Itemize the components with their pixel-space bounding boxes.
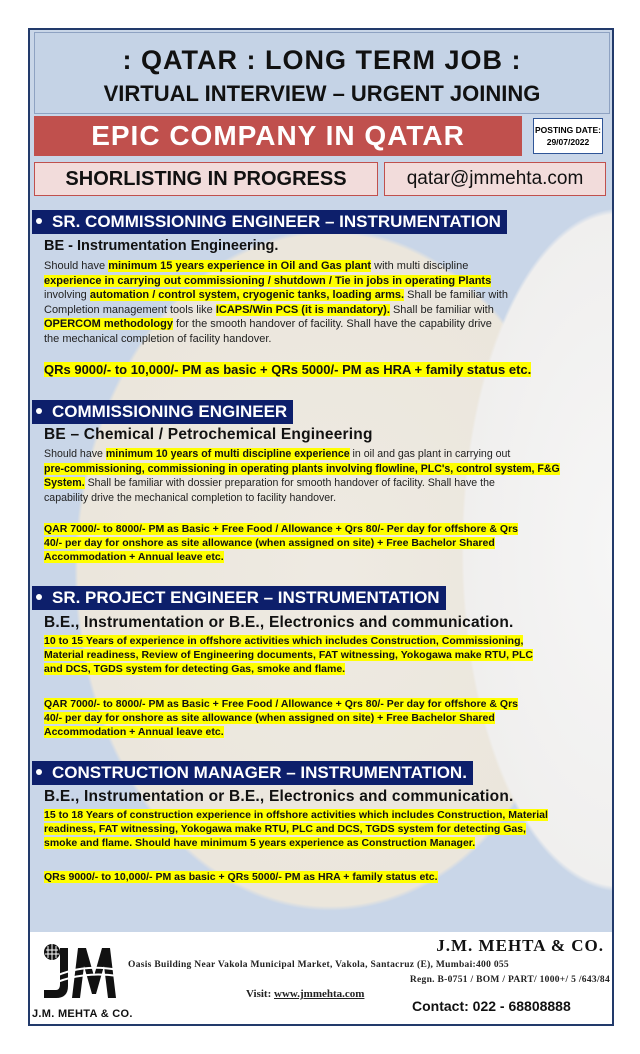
footer-registration: Regn. B-0751 / BOM / PART/ 1000+/ 5 /643/84 xyxy=(409,975,610,985)
shortlisting-status: SHORLISTING IN PROGRESS xyxy=(34,162,378,196)
footer-company-name: J.M. MEHTA & CO. xyxy=(436,936,604,955)
job-description-4: 15 to 18 Years of construction experience in offshore activities which includes Construction, Material readiness, FAT witnessing, Yokogawa make RTU, PLC and DCS, TGDS system for detecting Gas, smoke and flame. Should have minimum 5 years experience as Construction Manager. xyxy=(44,809,548,849)
bullet-icon xyxy=(36,594,42,600)
job-qualification-1: BE - Instrumentation Engineering. xyxy=(44,238,279,254)
job-title-3: SR. PROJECT ENGINEER – INSTRUMENTATION xyxy=(32,586,446,610)
job-description-3: 10 to 15 Years of experience in offshore activities which includes Construction, Commissioning, Material readiness, Review of Engineering documents, FAT witnessing, Yokogawa make RTU, PLC and DCS, TGDS system for detecting Gas, smoke and flame. xyxy=(44,635,533,675)
job-salary-2: QAR 7000/- to 8000/- PM as Basic + Free Food / Allowance + Qrs 80/- Per day for offshore & Qrs 40/- per day for onshore as site allowance (when assigned on site) + Free Bachelor Shared Accommodation + Annual leave etc. xyxy=(44,523,519,563)
job-title-4: CONSTRUCTION MANAGER – INSTRUMENTATION. xyxy=(32,761,473,785)
bullet-icon xyxy=(36,408,42,414)
contact-email[interactable]: qatar@jmmehta.com xyxy=(384,162,606,196)
job-salary-4: QRs 9000/- to 10,000/- PM as basic + QRs 5000/- PM as HRA + family status etc. xyxy=(44,871,438,883)
bullet-icon xyxy=(36,218,42,224)
job-description-1: Should have minimum 15 years experience in Oil and Gas plant with multi discipline experience in carrying out commissioning / shutdown / Tie in jobs in operating Plants involving automation / control system, cryogenic tanks, loading arms. Shall be familiar with Completion management tools like ICAPS/Win PCS (it is mandatory). Shall be familiar with OPERCOM methodology for the smooth handover of facility. Shall have the capability drive the mechanical completion of facility handover. xyxy=(44,260,508,345)
job-salary-3: QAR 7000/- to 8000/- PM as Basic + Free Food / Allowance + Qrs 80/- Per day for offshore & Qrs 40/- per day for onshore as site allowance (when assigned on site) + Free Bachelor Shared Accommodation + Annual leave etc. xyxy=(44,698,519,738)
posting-date-box xyxy=(533,118,603,154)
job-qualification-3: B.E., Instrumentation or B.E., Electronics and communication. xyxy=(44,614,514,631)
job-salary-1: QRs 9000/- to 10,000/- PM as basic + QRs 5000/- PM as HRA + family status etc. xyxy=(44,362,532,377)
job-title-1: SR. COMMISSIONING ENGINEER – INSTRUMENTATION xyxy=(32,210,507,234)
footer xyxy=(30,932,612,1024)
header-title: : QATAR : LONG TERM JOB : xyxy=(122,45,522,75)
job-description-2: Should have minimum 10 years of multi discipline experience in oil and gas plant in carrying out pre-commissioning, commissioning in operating plants involving flowline, PLC's, control system, F&G System. Shall be familiar with dossier preparation for smooth handover of facility. Shall have the capability drive the mechanical completion to facility handover. xyxy=(44,448,560,504)
company-logo xyxy=(38,942,120,1004)
footer-contact: Contact: 022 - 68808888 xyxy=(412,998,571,1014)
footer-address: Oasis Building Near Vakola Municipal Market, Vakola, Santacruz (E), Mumbai:400 055 xyxy=(128,960,509,970)
header-subtitle: VIRTUAL INTERVIEW – URGENT JOINING xyxy=(103,81,541,106)
bullet-icon xyxy=(36,769,42,775)
job-qualification-4: B.E., Instrumentation or B.E., Electronics and communication. xyxy=(44,788,514,805)
company-banner: EPIC COMPANY IN QATAR xyxy=(34,116,522,156)
poster-frame xyxy=(28,28,614,1026)
posting-date-value: 29/07/2022 xyxy=(546,137,590,147)
job-qualification-2: BE – Chemical / Petrochemical Engineering xyxy=(44,426,373,443)
header-box xyxy=(34,32,610,114)
posting-date-label: POSTING DATE: xyxy=(535,125,601,135)
logo-name: J.M. MEHTA & CO. xyxy=(32,1008,133,1020)
footer-visit: Visit: www.jmmehta.com xyxy=(246,988,365,1000)
job-title-2: COMMISSIONING ENGINEER xyxy=(32,400,293,424)
website-link[interactable]: www.jmmehta.com xyxy=(274,988,365,1000)
